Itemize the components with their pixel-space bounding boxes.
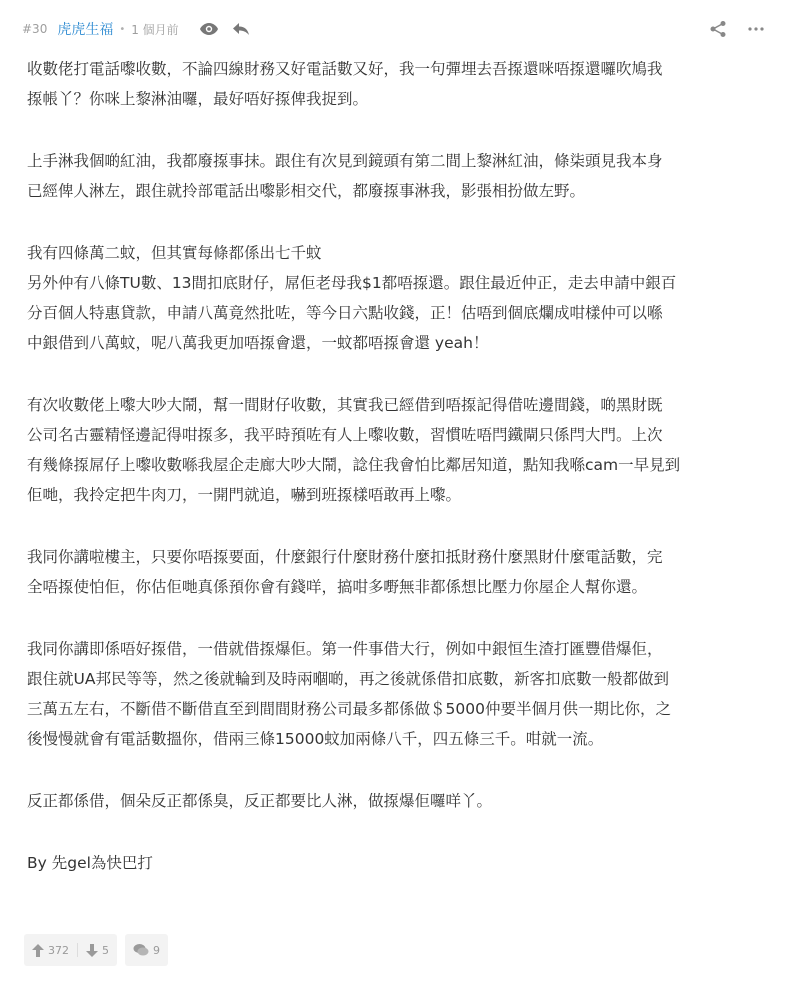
vote-pill bbox=[24, 934, 117, 966]
upvote-icon bbox=[32, 944, 44, 957]
post-number[interactable]: #30 bbox=[22, 22, 48, 36]
post-paragraph: 有次收數佬上嚟大吵大鬧，幫一間財仔收數，其實我已經借到唔揼記得借咗邊間錢，啲黑財既 公司名古靈精怪邊記得咁揼多，我平時預咗有人上嚟收數，習慣咗唔閂鐵閘只係閂大門。上次 有幾條揼屌仔上嚟收數喺我屋企走廊大吵大鬧，諗住我會怕比鄰居知道，點知我喺cam一早見到 佢哋，我拎定把牛肉刀，一開門就追，嚇到班揼樣唔敢再上嚟。 bbox=[27, 396, 681, 504]
post-paragraph: 我有四條萬二蚊，但其實每條都係出七千蚊 另外仲有八條TU數、13間扣底財仔，屌佢老母我$1都唔揼還。跟住最近仲正，走去申請中銀百 分百個人特惠貸款，申請八萬竟然批咗，等今日六點收錢，正！估唔到個底爛成咁樣仲可以喺 中銀借到八萬蚊，呢八萬我更加唔揼會還，一蚊都唔揼會還 yeah！ bbox=[27, 244, 677, 352]
post-body bbox=[27, 54, 767, 910]
eye-icon[interactable] bbox=[197, 17, 221, 41]
more-icon[interactable] bbox=[744, 17, 768, 41]
comments-button[interactable] bbox=[125, 934, 168, 966]
post-header bbox=[22, 16, 768, 42]
upvote-count: 372 bbox=[48, 943, 69, 957]
post-paragraph: 我同你講啦樓主，只要你唔揼要面，什麼銀行什麼財務什麼扣抵財務什麼黑財什麼電話數，完 全唔揼使怕佢，你估佢哋真係預你會有錢咩，搞咁多嘢無非都係想比壓力你屋企人幫你還。 bbox=[27, 548, 663, 596]
post-paragraph: 我同你講即係唔好揼借，一借就借揼爆佢。第一件事借大行，例如中銀恒生渣打匯豐借爆佢， 跟住就UA邦民等等，然之後就輪到及時兩嗰啲，再之後就係借扣底數，新客扣底數一般都做到 三萬五左右，不斷借不斷借直至到間間財務公司最多都係做＄5000仲要半個月供一期比你，之 後慢慢就會有電話數搵你，借兩三條15000蚊加兩條八千，四五條三千。咁就一流。 bbox=[27, 640, 671, 748]
post-paragraph: 反正都係借，個朵反正都係臭，反正都要比人淋，做揼爆佢囉咩丫。 bbox=[27, 792, 493, 810]
post-footer bbox=[24, 934, 168, 966]
username-link[interactable]: 虎虎生福 bbox=[57, 22, 114, 38]
post-time: 1 個月前 bbox=[131, 22, 179, 37]
comment-icon bbox=[133, 943, 149, 957]
post-paragraph: 上手淋我個啲紅油，我都廢揼事抹。跟住有次見到鏡頭有第二間上黎淋紅油，條柒頭見我本身 已經俾人淋左，跟住就拎部電話出嚟影相交代，都廢揼事淋我，影張相扮做左野。 bbox=[27, 152, 663, 200]
upvote-button[interactable] bbox=[32, 944, 69, 957]
vote-divider bbox=[77, 943, 78, 957]
share-icon[interactable] bbox=[706, 17, 730, 41]
separator-dot: • bbox=[119, 23, 126, 35]
downvote-button[interactable] bbox=[86, 944, 109, 957]
reply-icon[interactable] bbox=[229, 17, 253, 41]
header-actions bbox=[706, 17, 768, 41]
post-paragraph: 收數佬打電話嚟收數，不論四線財務又好電話數又好，我一句彈埋去吾揼還咪唔揼還囉吹鳩我 揼帳丫？你咪上黎淋油囉，最好唔好揼俾我捉到。 bbox=[27, 60, 663, 108]
downvote-count: 5 bbox=[102, 943, 109, 957]
downvote-icon bbox=[86, 944, 98, 957]
comments-count: 9 bbox=[153, 943, 160, 957]
post-signature: By 先gel為快巴打 bbox=[27, 854, 153, 872]
